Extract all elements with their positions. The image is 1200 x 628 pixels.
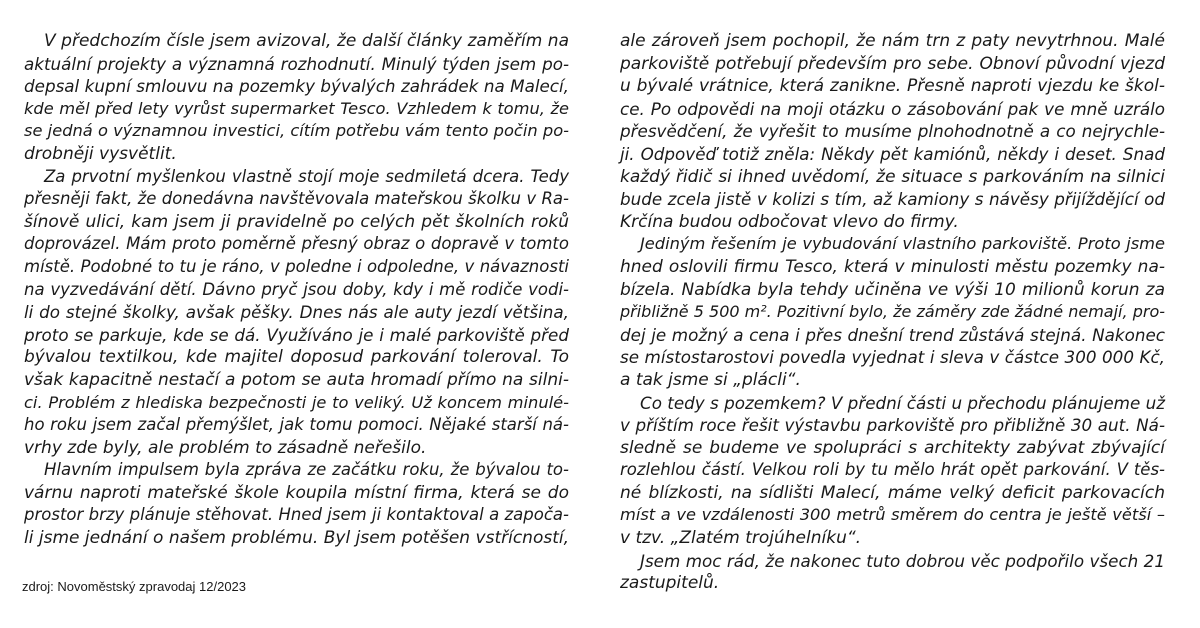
text-line: Za prvotní myšlenkou vlastně stojí moje sedmiletá dcera. Tedy (44, 166, 569, 186)
text-line: přibližně 5 500 m². Pozitivní bylo, že záměry zde žádné nemají, pro- (620, 302, 1165, 322)
text-line: kde měl před lety vyrůst supermarket Tesco. Vzhledem k tomu, že (24, 98, 569, 118)
text-line: však kapacitně nestačí a potom se auta hromadí přímo na silni- (24, 369, 569, 390)
text-line: doprovázel. Mám proto poměrně přesný obraz o dopravě v tomto (24, 234, 569, 254)
source-note: zdroj: Novoměstský zpravodaj 12/2023 (22, 579, 247, 594)
text-line: depsal kupní smlouvu na pozemky bývalých zahrádek na Malecí, (24, 76, 569, 97)
text-line: vrhy zde byly, ale problém to zásadně neřešilo. (24, 437, 427, 458)
text-line: přesvědčení, že vyřešit to musíme plnohodnotně a co nejrychle- (620, 121, 1165, 142)
text-line: aktuální projekty a významná rozhodnutí. Minulý týden jsem po- (24, 53, 569, 74)
text-line: bízela. Nabídka byla tehdy učiněna ve výši 10 milionů korun za (620, 279, 1165, 300)
text-line: místě. Podobné to tu je ráno, v poledne i odpoledne, v návaznosti (24, 256, 569, 276)
text-line: v tzv. „Zlatém trojúhelníku“. (620, 528, 862, 549)
article-right-column (620, 30, 1165, 595)
text-line: né blízkosti, na sídlišti Malecí, máme velký deficit parkovacích (620, 482, 1165, 503)
text-line: se jedná o významnou investici, cítím potřebu vám tento počin po- (24, 121, 569, 141)
text-line: várnu naproti mateřské škole koupila místní firma, která se do (24, 482, 569, 503)
text-line: v příštím roce řešit výstavbu parkoviště pro přibližně 30 aut. Ná- (620, 415, 1165, 436)
text-line: míst a ve vzdálenosti 300 metrů směrem do centra je ještě větší – (620, 505, 1165, 525)
text-line: ci. Problém z hlediska bezpečnosti je to veliký. Už koncem minulé- (24, 392, 569, 412)
text-line: se místostarostovi povedla vyjednat i sleva v částce 300 000 Kč, (620, 347, 1165, 368)
text-line: li jsme jednání o našem problému. Byl jsem potěšen vstřícností, (24, 528, 569, 549)
text-line: sledně se budeme ve spolupráci s architekty zabývat zbývající (620, 437, 1165, 458)
text-line: li do stejné školky, avšak pěšky. Dnes nás ale auty jezdí většina, (24, 302, 569, 323)
text-line: a tak jsme si „plácli“. (620, 369, 801, 390)
text-line: šínově ulici, kam jsem ji pravidelně po celých pět školních roků (24, 211, 569, 232)
text-line: parkoviště potřebují především pro sebe. Obnoví původní vjezd (620, 53, 1165, 74)
text-line: rozlehlou částí. Velkou roli by tu mělo hrát opět parkování. V těs- (620, 460, 1165, 480)
text-line: proto se parkuje, kde se dá. Využíváno je i malé parkoviště před (24, 324, 569, 345)
text-line: každý řidič si ihned uvědomí, že situace s parkováním na silnici (620, 166, 1165, 187)
text-line: hned oslovili firmu Tesco, která v minulosti městu pozemky na- (620, 256, 1165, 277)
text-line: Co tedy s pozemkem? V přední části u přechodu plánujeme už (640, 392, 1165, 413)
text-line: ji. Odpověď totiž zněla: Někdy pět kamiónů, někdy i deset. Snad (620, 143, 1165, 164)
text-line: prostor brzy plánuje stěhovat. Hned jsem ji kontaktoval a započa- (24, 505, 569, 525)
text-line: ce. Po odpovědi na moji otázku o zásobování pak ve mně uzrálo (620, 98, 1165, 119)
text-line: Krčína budou odbočovat vlevo do firmy. (620, 211, 959, 232)
text-line: ale zároveň jsem pochopil, že nám trn z paty nevytrhnou. Malé (620, 31, 1165, 51)
text-line: na vyzvedávání dětí. Dávno pryč jsou doby, kdy i mě rodiče vodi- (24, 279, 569, 299)
text-line: drobněji vysvětlit. (24, 143, 177, 164)
text-line: Jsem moc rád, že nakonec tuto dobrou věc podpořilo všech 21 (640, 550, 1165, 571)
text-line: zastupitelů. (620, 573, 720, 594)
text-line: bude zcela jistě v kolizi s tím, až kamiony s návěsy přijíždějící od (620, 189, 1165, 210)
text-line: V předchozím čísle jsem avizoval, že další články zaměřím na (44, 31, 569, 51)
article-left-column (24, 30, 569, 550)
text-line: dej je možný a cena i přes dnešní trend zůstává stejná. Nakonec (620, 324, 1165, 345)
text-line: přesněji fakt, že donedávna navštěvovala mateřskou školku v Ra- (24, 189, 569, 209)
text-line: ho roku jsem začal přemýšlet, jak tomu pomoci. Nějaké starší ná- (24, 415, 569, 435)
text-line: u bývalé vrátnice, která zanikne. Přesně naproti vjezdu ke škol- (620, 76, 1165, 97)
text-line: Jediným řešením je vybudování vlastního parkoviště. Proto jsme (640, 234, 1165, 254)
text-line: bývalou textilkou, kde majitel doposud parkování toleroval. To (24, 347, 569, 368)
text-line: Hlavním impulsem byla zpráva ze začátku roku, že bývalou to- (44, 460, 569, 480)
